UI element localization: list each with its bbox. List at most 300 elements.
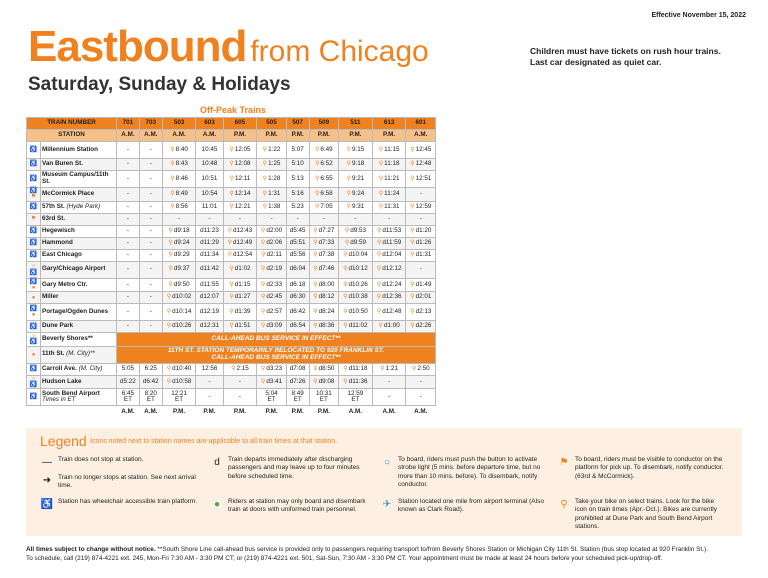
bike-icon: ⚲ xyxy=(346,161,351,168)
time-value: 10:48 xyxy=(201,160,218,168)
bike-icon: ⚲ xyxy=(227,239,232,246)
station-name: Hegewisch xyxy=(41,225,117,237)
bike-icon: ⚲ xyxy=(344,239,350,246)
time-value: - xyxy=(149,250,152,258)
time-cell xyxy=(162,213,196,225)
bike-icon: ⚲ xyxy=(313,378,318,385)
time-value: d1:39 xyxy=(234,307,251,315)
time-value: d3:23 xyxy=(266,364,283,372)
bike-icon: ⚲ xyxy=(410,239,415,246)
time-value: 8:56 xyxy=(175,202,188,210)
time-cell xyxy=(286,278,309,292)
time-value: - xyxy=(419,377,422,385)
footer-ampm-row xyxy=(27,406,436,419)
time-cell xyxy=(339,321,373,333)
ampm-label: P.M. xyxy=(339,130,373,142)
station-name: Portage/Ogden Dunes xyxy=(41,304,117,321)
time-cell xyxy=(257,142,286,159)
bike-icon: ⚲ xyxy=(170,146,175,153)
time-cell xyxy=(406,188,436,202)
time-cell: 5:04 ET xyxy=(257,389,286,406)
station-icons: ♿ xyxy=(27,321,41,333)
legend-item xyxy=(214,456,378,481)
time-cell xyxy=(117,321,140,333)
time-cell xyxy=(372,213,406,225)
time-value: 12:56 xyxy=(201,364,218,372)
ampm-label: A.M. xyxy=(372,406,406,419)
station-name: South Bend Airport Times in ET xyxy=(41,389,117,406)
time-cell xyxy=(372,171,406,188)
time-value: 6:58 xyxy=(320,189,333,197)
time-value: 1:22 xyxy=(268,145,281,153)
time-value: d9:50 xyxy=(173,280,190,288)
ampm-label: A.M. xyxy=(139,406,162,419)
legend-text: Riders at station may only board and disembark train at doors with uniformed train personnel. xyxy=(228,498,366,514)
time-value: d2:57 xyxy=(266,307,283,315)
time-value: - xyxy=(149,322,152,330)
time-cell xyxy=(339,142,373,159)
ampm-label: P.M. xyxy=(372,130,406,142)
time-cell xyxy=(196,188,223,202)
station-name: 63rd St. xyxy=(41,213,117,225)
time-value: 6:52 xyxy=(320,160,333,168)
bike-icon: ⚲ xyxy=(343,365,348,372)
bike-icon: ⚲ xyxy=(262,146,268,153)
station-name: Carroll Ave. (M. City) xyxy=(41,363,117,375)
time-cell xyxy=(196,171,223,188)
bike-icon: ⚲ xyxy=(261,251,266,258)
time-cell xyxy=(196,292,223,304)
time-cell xyxy=(162,201,196,213)
legend-text: To board, riders must be visible to conductor on the platform for pick up. To disembark, notify conductor. (63rd & McCormick). xyxy=(575,456,724,480)
time-cell xyxy=(139,225,162,237)
legend-note: Icons noted next to station names are applicable to all train times at that station. xyxy=(90,438,338,445)
time-value: d12:48 xyxy=(382,307,402,315)
time-value: - xyxy=(270,214,273,222)
station-row xyxy=(27,321,436,333)
time-value: d12:07 xyxy=(199,293,220,301)
time-value: 5:05 xyxy=(121,364,135,372)
legend-symbol-icon: ⚑ xyxy=(559,457,569,468)
time-value: d12:49 xyxy=(232,238,253,246)
time-value: d11:23 xyxy=(200,226,219,234)
train-number-label: TRAIN NUMBER xyxy=(27,118,117,130)
station-icons: ♿ xyxy=(27,142,41,159)
legend-title: Legend xyxy=(40,433,87,449)
time-cell xyxy=(139,304,162,321)
time-cell xyxy=(257,363,286,375)
station-row xyxy=(27,188,436,202)
time-value: - xyxy=(149,238,152,246)
time-cell xyxy=(286,188,309,202)
time-cell xyxy=(117,142,140,159)
ampm-label: A.M. xyxy=(139,130,162,142)
time-cell xyxy=(196,321,223,333)
bike-icon: ⚲ xyxy=(231,365,236,372)
bike-icon: ⚲ xyxy=(346,146,351,153)
time-value: d10:58 xyxy=(172,377,192,385)
time-value: d1:26 xyxy=(415,238,432,246)
time-cell xyxy=(286,159,309,171)
bike-icon: ⚲ xyxy=(313,365,318,372)
time-cell xyxy=(117,278,140,292)
time-cell xyxy=(223,201,257,213)
station-name: Van Buren St. xyxy=(41,159,117,171)
bike-icon: ⚲ xyxy=(313,251,318,258)
time-value: d7:08 xyxy=(289,364,306,372)
legend-item xyxy=(559,456,725,481)
time-cell xyxy=(406,201,436,213)
bike-icon: ⚲ xyxy=(229,281,234,288)
bike-icon: ⚲ xyxy=(346,175,351,182)
time-value: d8:00 xyxy=(318,280,335,288)
time-value: - xyxy=(126,202,129,210)
time-cell xyxy=(286,321,309,333)
time-cell xyxy=(196,225,223,237)
time-value: d1:20 xyxy=(415,226,432,234)
time-cell xyxy=(257,188,286,202)
legend-symbol-icon: ○ xyxy=(383,457,391,468)
time-value: 12:51 xyxy=(415,174,432,182)
time-value: 10:45 xyxy=(201,145,218,153)
bike-icon: ⚲ xyxy=(378,146,384,153)
time-value: d2:26 xyxy=(415,322,432,330)
bike-icon: ⚲ xyxy=(380,365,385,372)
time-value: - xyxy=(178,214,181,222)
time-cell xyxy=(139,159,162,171)
time-value: d9:29 xyxy=(173,250,190,258)
time-cell xyxy=(139,363,162,375)
time-cell xyxy=(223,292,257,304)
time-value: d11:42 xyxy=(200,265,219,273)
ampm-label: P.M. xyxy=(309,130,338,142)
time-value: 9:18 xyxy=(351,160,365,168)
time-value: d10:40 xyxy=(172,364,192,372)
time-cell xyxy=(223,249,257,261)
station-name: Millennium Station xyxy=(41,142,117,159)
station-icons: ♿ xyxy=(27,159,41,171)
time-value: d10:12 xyxy=(348,265,368,273)
bike-icon: ⚲ xyxy=(262,161,268,168)
bike-icon: ⚲ xyxy=(260,294,266,301)
train-number: 507 xyxy=(286,118,309,130)
time-value: 10:54 xyxy=(201,189,218,197)
time-cell xyxy=(117,213,140,225)
time-cell xyxy=(223,321,257,333)
time-cell xyxy=(162,375,196,389)
legend-text: Train does not stop at station. xyxy=(58,456,144,463)
time-cell xyxy=(406,278,436,292)
time-value: d11:18 xyxy=(348,364,368,372)
time-value: 8:49 xyxy=(175,189,188,197)
time-value: 1:38 xyxy=(268,202,281,210)
bike-icon: ⚲ xyxy=(227,251,232,258)
time-value: 5:16 xyxy=(291,189,304,197)
time-value: 11:01 xyxy=(201,202,218,210)
time-value: 1:28 xyxy=(268,174,281,182)
time-cell: 6:45 ET xyxy=(117,389,140,406)
time-cell xyxy=(372,159,406,171)
bike-icon: ⚲ xyxy=(313,281,318,288)
time-value: d2:19 xyxy=(266,265,283,273)
station-icons: ♿⚑ xyxy=(27,188,41,202)
time-cell xyxy=(117,292,140,304)
time-cell xyxy=(309,321,338,333)
time-value: 5:23 xyxy=(291,202,304,210)
time-value: 12:48 xyxy=(415,160,432,168)
time-value: 12:59 xyxy=(415,202,432,210)
time-value: 5:07 xyxy=(291,145,304,153)
ampm-label: P.M. xyxy=(286,130,309,142)
time-value: - xyxy=(149,226,152,234)
time-cell xyxy=(257,159,286,171)
bike-icon: ⚲ xyxy=(410,308,415,315)
time-value: 9:24 xyxy=(351,189,365,197)
ticket-notice: Children must have tickets on rush hour trains. Last car designated as quiet car. xyxy=(530,46,721,67)
station-icons: ♿ xyxy=(27,249,41,261)
time-value: 9:31 xyxy=(351,202,365,210)
time-value: d8:12 xyxy=(318,293,335,301)
ampm-row xyxy=(27,130,436,142)
time-value: - xyxy=(149,293,152,301)
station-icons: ♿● xyxy=(27,304,41,321)
time-cell xyxy=(286,237,309,249)
ampm-label: P.M. xyxy=(162,406,196,419)
bike-icon: ⚲ xyxy=(410,203,415,210)
bike-icon: ⚲ xyxy=(346,190,351,197)
station-name: Gary Metro Ctr. xyxy=(41,278,117,292)
time-cell xyxy=(257,321,286,333)
bike-icon: ⚲ xyxy=(168,251,173,258)
bike-icon: ⚲ xyxy=(170,175,175,182)
bike-icon: ⚲ xyxy=(410,227,415,234)
time-value: d6:18 xyxy=(289,280,306,288)
time-value: 1:31 xyxy=(268,189,281,197)
bike-icon: ⚲ xyxy=(410,281,415,288)
legend-text: Station located one mile from airport terminal (Also known as Clark Road). xyxy=(398,498,544,514)
station-icons: ♿ xyxy=(27,389,41,406)
time-cell xyxy=(257,171,286,188)
time-cell xyxy=(162,188,196,202)
time-value: - xyxy=(126,238,129,246)
time-value: - xyxy=(126,145,129,153)
station-icons: ♿ xyxy=(27,201,41,213)
bike-icon: ⚲ xyxy=(229,203,234,210)
bike-icon: ⚲ xyxy=(229,323,234,330)
time-cell xyxy=(117,201,140,213)
time-cell xyxy=(257,201,286,213)
time-value: 11:15 xyxy=(384,145,400,153)
time-cell xyxy=(339,171,373,188)
time-cell xyxy=(162,304,196,321)
time-cell xyxy=(117,159,140,171)
time-value: d5:45 xyxy=(289,226,306,234)
time-value: d6:04 xyxy=(289,265,306,273)
time-cell xyxy=(223,159,257,171)
time-cell xyxy=(117,188,140,202)
station-icons: ● xyxy=(27,292,41,304)
time-value: - xyxy=(419,189,422,197)
time-cell xyxy=(339,225,373,237)
station-label: STATION xyxy=(27,130,117,142)
time-cell xyxy=(196,142,223,159)
bike-icon: ⚲ xyxy=(313,227,318,234)
schedule-table xyxy=(26,117,436,419)
time-value: d1:02 xyxy=(234,265,251,273)
time-value: - xyxy=(388,377,391,385)
time-cell xyxy=(139,278,162,292)
bike-icon: ⚲ xyxy=(378,190,384,197)
train-number: 703 xyxy=(139,118,162,130)
time-cell xyxy=(162,278,196,292)
time-value: - xyxy=(419,214,422,222)
time-cell xyxy=(372,237,406,249)
time-cell xyxy=(286,363,309,375)
time-value: d1:51 xyxy=(234,322,251,330)
legend-symbol-icon: d xyxy=(214,457,220,468)
time-value: d1:49 xyxy=(415,280,432,288)
time-value: - xyxy=(126,307,129,315)
time-cell xyxy=(406,304,436,321)
bike-icon: ⚲ xyxy=(410,294,415,301)
time-cell xyxy=(406,261,436,278)
ampm-label: A.M. xyxy=(162,130,196,142)
time-value: d12:43 xyxy=(232,226,253,234)
time-cell xyxy=(372,304,406,321)
time-cell: 8:20 ET xyxy=(139,389,162,406)
legend-item xyxy=(40,498,208,510)
time-value: - xyxy=(126,226,129,234)
time-cell xyxy=(196,261,223,278)
time-value: 5:10 xyxy=(291,160,304,168)
footer-bold: All times subject to change without notice. xyxy=(26,546,156,553)
time-value: 1:21 xyxy=(385,364,398,372)
legend-item xyxy=(382,498,548,515)
time-cell xyxy=(286,375,309,389)
time-cell xyxy=(339,249,373,261)
station-name: Gary/Chicago Airport xyxy=(41,261,117,278)
time-cell xyxy=(286,292,309,304)
time-value: 8:46 xyxy=(175,174,188,182)
time-cell xyxy=(117,225,140,237)
time-cell xyxy=(339,201,373,213)
time-value: d12:24 xyxy=(382,280,402,288)
time-cell xyxy=(309,159,338,171)
legend-item xyxy=(560,498,725,532)
time-cell xyxy=(286,249,309,261)
bike-icon: ⚲ xyxy=(314,190,320,197)
time-cell xyxy=(162,321,196,333)
ampm-label: A.M. xyxy=(196,130,223,142)
time-cell xyxy=(257,278,286,292)
time-cell xyxy=(339,261,373,278)
train-number: 503 xyxy=(162,118,196,130)
time-cell xyxy=(406,249,436,261)
bike-icon: ⚲ xyxy=(314,203,320,210)
bike-icon: ⚲ xyxy=(343,308,348,315)
bike-icon: ⚲ xyxy=(343,323,348,330)
time-cell xyxy=(223,225,257,237)
time-value: d11:34 xyxy=(200,250,219,258)
time-value: - xyxy=(322,214,325,222)
time-value: 6:55 xyxy=(320,174,333,182)
bike-icon: ⚲ xyxy=(313,294,318,301)
time-cell xyxy=(339,363,373,375)
time-cell xyxy=(339,213,373,225)
bike-icon: ⚲ xyxy=(229,175,234,182)
time-value: 5:13 xyxy=(291,174,304,182)
time-cell xyxy=(162,363,196,375)
time-value: d2:00 xyxy=(266,226,283,234)
time-cell xyxy=(139,249,162,261)
time-value: d1:31 xyxy=(415,250,432,258)
bike-icon: ⚲ xyxy=(166,294,172,301)
time-cell: - xyxy=(223,389,257,406)
time-value: d12:04 xyxy=(382,250,402,258)
bike-icon: ⚲ xyxy=(377,227,382,234)
time-cell xyxy=(372,278,406,292)
station-name: Hudson Lake xyxy=(41,375,117,389)
train-number: 701 xyxy=(117,118,140,130)
time-value: - xyxy=(149,160,152,168)
time-cell xyxy=(223,304,257,321)
time-value: d10:14 xyxy=(172,307,192,315)
time-value: 6:49 xyxy=(320,145,333,153)
time-value: d2:11 xyxy=(266,250,282,258)
station-row xyxy=(27,304,436,321)
time-cell xyxy=(309,171,338,188)
time-cell xyxy=(372,225,406,237)
time-cell xyxy=(286,261,309,278)
time-cell xyxy=(139,292,162,304)
time-value: d8:50 xyxy=(318,364,335,372)
ampm-label: A.M. xyxy=(406,130,436,142)
station-name: Hammond xyxy=(41,237,117,249)
time-cell xyxy=(196,304,223,321)
time-value: 11:31 xyxy=(384,202,400,210)
time-value: d10:04 xyxy=(348,250,368,258)
time-value: - xyxy=(238,214,241,222)
time-cell xyxy=(406,237,436,249)
time-value: - xyxy=(126,293,129,301)
time-cell xyxy=(162,292,196,304)
time-value: - xyxy=(126,189,129,197)
bike-icon: ⚲ xyxy=(410,161,415,168)
bike-icon: ⚲ xyxy=(262,175,268,182)
train-number: 601 xyxy=(406,118,436,130)
time-cell xyxy=(196,249,223,261)
ampm-label: P.M. xyxy=(257,130,286,142)
time-value: - xyxy=(126,214,129,222)
time-cell xyxy=(309,142,338,159)
time-cell xyxy=(406,213,436,225)
page-title xyxy=(28,22,429,72)
time-value: - xyxy=(126,160,129,168)
time-cell xyxy=(139,321,162,333)
time-cell xyxy=(309,278,338,292)
time-value: d10:38 xyxy=(348,293,368,301)
legend-text: Take your bike on select trains. Look for the bike icon on train times (Apr.-Oct.). Bikes are currently prohibited at Dune Park and South Bend Airport stations. xyxy=(575,498,717,531)
bike-icon: ⚲ xyxy=(376,281,382,288)
legend-text: Train departs immediately after discharging passengers and may leave up to four minutes before scheduled time. xyxy=(228,456,360,480)
station-row xyxy=(27,213,436,225)
time-value: d11:02 xyxy=(348,322,368,330)
ampm-label: P.M. xyxy=(196,406,223,419)
bike-icon: ⚲ xyxy=(343,266,348,273)
time-value: d3:41 xyxy=(266,377,283,385)
time-value: d11:36 xyxy=(348,377,368,385)
station-row xyxy=(27,237,436,249)
